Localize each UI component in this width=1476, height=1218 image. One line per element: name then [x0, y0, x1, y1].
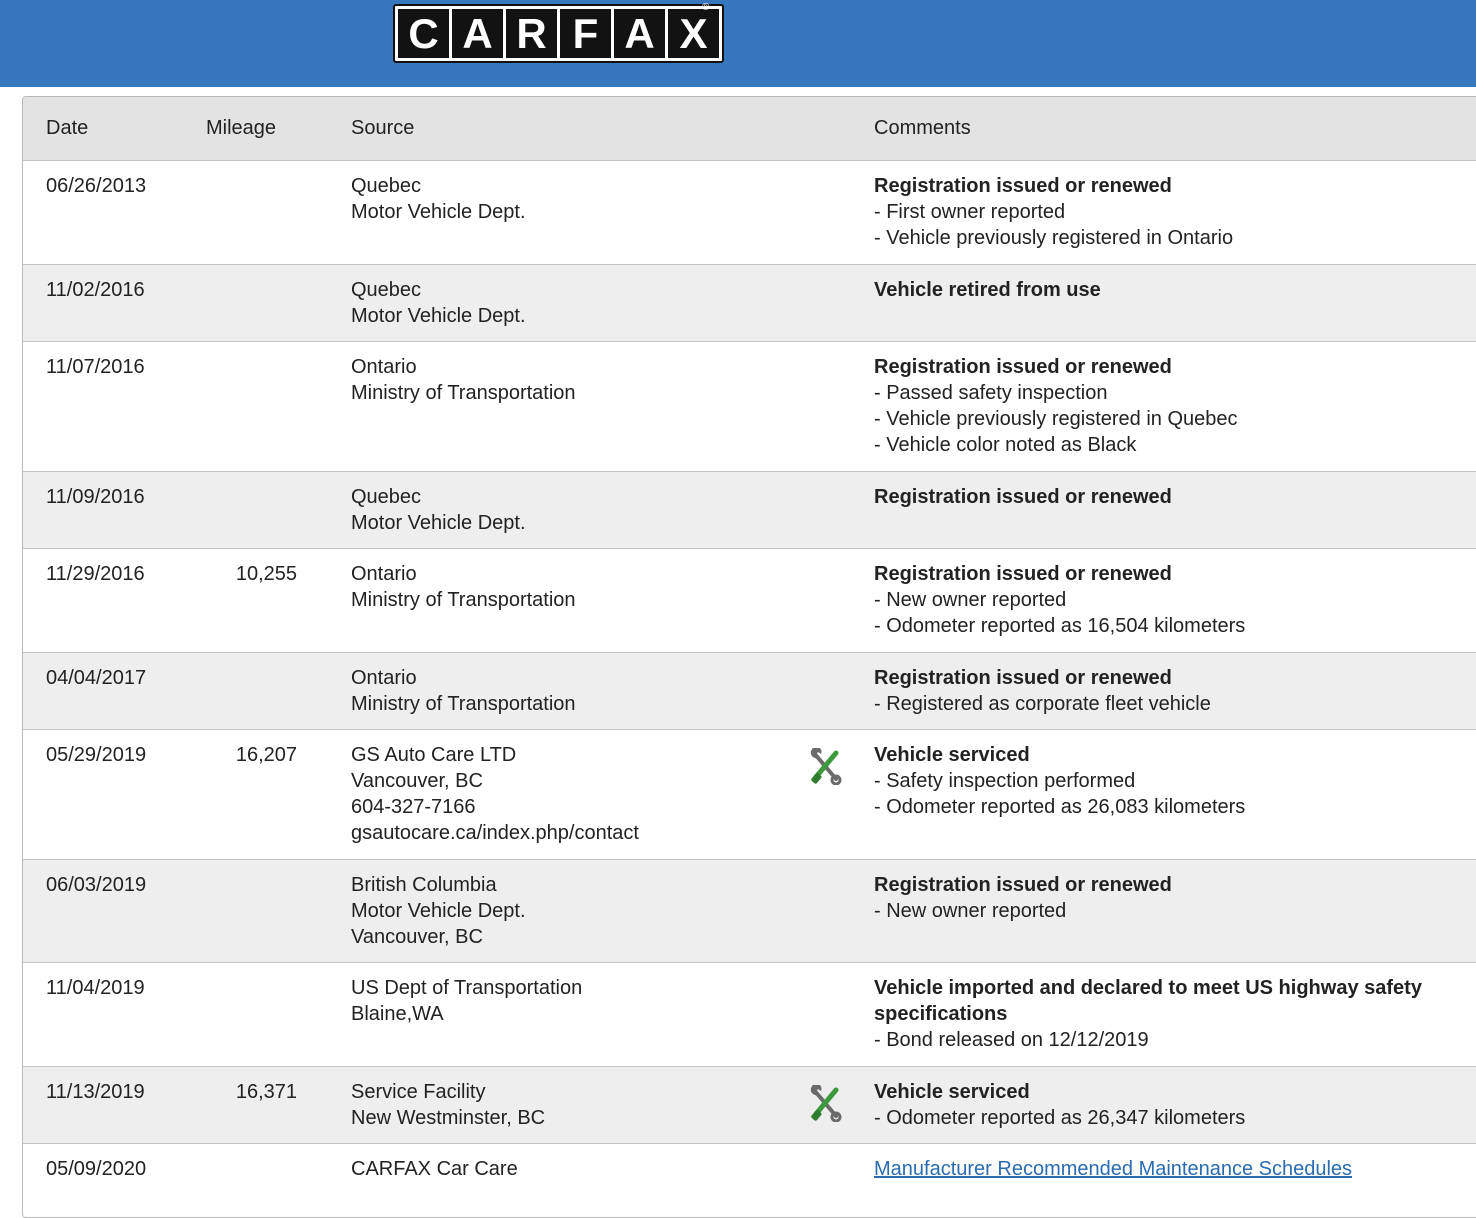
source-line: CARFAX Car Care — [351, 1158, 518, 1180]
date-cell: 11/29/2016 — [46, 563, 145, 585]
source-line: Ministry of Transportation — [351, 693, 576, 715]
comment-detail: - New owner reported — [874, 589, 1067, 611]
comment-detail: - Odometer reported as 26,083 kilometers — [874, 796, 1246, 818]
source-cell — [351, 872, 526, 950]
comment-title: Registration issued or renewed — [874, 563, 1172, 585]
comment-detail: - First owner reported — [874, 201, 1066, 223]
table-row — [23, 962, 1476, 1066]
source-line: GS Auto Care LTD — [351, 744, 517, 766]
source-cell — [351, 173, 526, 225]
comments-cell — [874, 872, 1454, 924]
comment-title: Registration issued or renewed — [874, 874, 1172, 896]
comments-cell — [874, 484, 1454, 510]
comment-title: Vehicle serviced — [874, 744, 1030, 766]
column-header-mileage: Mileage — [206, 117, 277, 139]
source-line: Ministry of Transportation — [351, 589, 576, 611]
comments-cell — [874, 354, 1454, 458]
comment-title: Vehicle imported and declared to meet US highway safety specifications — [874, 977, 1422, 1025]
source-cell — [351, 354, 576, 406]
comment-title: Vehicle serviced — [874, 1081, 1030, 1103]
service-wrench-icon — [809, 748, 842, 785]
table-row — [23, 341, 1476, 471]
logo-letter: A — [614, 9, 665, 58]
comment-title: Registration issued or renewed — [874, 175, 1172, 197]
maintenance-schedules-link[interactable]: Manufacturer Recommended Maintenance Schedules — [874, 1158, 1353, 1180]
date-cell: 11/07/2016 — [46, 356, 145, 378]
comment-title: Registration issued or renewed — [874, 356, 1172, 378]
source-line: gsautocare.ca/index.php/contact — [351, 822, 639, 844]
source-line: Quebec — [351, 279, 422, 301]
source-line: Ontario — [351, 667, 417, 689]
comment-title: Registration issued or renewed — [874, 486, 1172, 508]
date-cell: 11/09/2016 — [46, 486, 145, 508]
source-line: Quebec — [351, 175, 422, 197]
comment-detail: - Odometer reported as 26,347 kilometers — [874, 1107, 1246, 1129]
table-row — [23, 652, 1476, 729]
source-line: Blaine,WA — [351, 1003, 444, 1025]
source-line: Service Facility — [351, 1081, 486, 1103]
source-line: Motor Vehicle Dept. — [351, 201, 526, 223]
column-header-date: Date — [46, 117, 89, 139]
table-header — [23, 97, 1476, 161]
source-line: Motor Vehicle Dept. — [351, 305, 526, 327]
source-line: British Columbia — [351, 874, 497, 896]
column-header-comments: Comments — [874, 117, 971, 139]
source-line: 604-327-7166 — [351, 796, 476, 818]
logo-letter: R — [506, 9, 557, 58]
source-cell — [351, 1079, 545, 1131]
date-cell: 05/29/2019 — [46, 744, 147, 766]
source-line: Vancouver, BC — [351, 770, 483, 792]
mileage-cell: 10,255 — [235, 563, 297, 585]
source-cell — [351, 561, 576, 613]
source-cell — [351, 1156, 518, 1182]
comment-detail: - Vehicle color noted as Black — [874, 434, 1137, 456]
top-banner — [0, 0, 1476, 87]
source-cell — [351, 975, 582, 1027]
carfax-logo[interactable] — [393, 4, 724, 63]
mileage-cell: 16,371 — [235, 1081, 297, 1103]
mileage-cell: 16,207 — [235, 744, 297, 766]
service-wrench-icon — [809, 1085, 842, 1122]
logo-letter: F — [560, 9, 611, 58]
comments-cell — [874, 1079, 1454, 1131]
source-cell — [351, 742, 639, 846]
source-line: Motor Vehicle Dept. — [351, 900, 526, 922]
comment-detail: - New owner reported — [874, 900, 1067, 922]
logo-letter: A — [452, 9, 503, 58]
date-cell: 11/02/2016 — [46, 279, 145, 301]
comment-detail: - Odometer reported as 16,504 kilometers — [874, 615, 1246, 637]
table-row — [23, 859, 1476, 962]
source-cell — [351, 665, 576, 717]
source-line: Ontario — [351, 356, 417, 378]
date-cell: 04/04/2017 — [46, 667, 147, 689]
comments-cell — [874, 742, 1454, 820]
comments-cell — [874, 173, 1454, 251]
source-line: New Westminster, BC — [351, 1107, 546, 1129]
logo-letter: X — [668, 9, 719, 58]
table-row — [23, 264, 1476, 341]
date-cell: 05/09/2020 — [46, 1158, 147, 1180]
comments-cell — [874, 277, 1454, 303]
table-row — [23, 471, 1476, 548]
comment-detail: - Safety inspection performed — [874, 770, 1136, 792]
vehicle-history-table — [22, 96, 1476, 1218]
source-line: Motor Vehicle Dept. — [351, 512, 526, 534]
comment-detail: - Passed safety inspection — [874, 382, 1108, 404]
source-line: US Dept of Transportation — [351, 977, 583, 999]
comment-detail: - Bond released on 12/12/2019 — [874, 1029, 1149, 1051]
table-row — [23, 729, 1476, 859]
comment-detail: - Vehicle previously registered in Quebec — [874, 408, 1238, 430]
comment-title: Registration issued or renewed — [874, 667, 1172, 689]
comment-detail: - Registered as corporate fleet vehicle — [874, 693, 1211, 715]
source-cell — [351, 484, 526, 536]
comments-cell — [874, 1156, 1454, 1182]
column-header-source: Source — [351, 117, 415, 139]
table-row — [23, 1066, 1476, 1143]
source-line: Quebec — [351, 486, 422, 508]
source-cell — [351, 277, 526, 329]
comments-cell — [874, 975, 1454, 1053]
source-line: Ontario — [351, 563, 417, 585]
comment-title: Vehicle retired from use — [874, 279, 1101, 301]
comment-detail: - Vehicle previously registered in Ontario — [874, 227, 1234, 249]
logo-letter: C — [398, 9, 449, 58]
source-line: Ministry of Transportation — [351, 382, 576, 404]
date-cell: 06/26/2013 — [46, 175, 147, 197]
source-line: Vancouver, BC — [351, 926, 483, 948]
date-cell: 11/13/2019 — [46, 1081, 145, 1103]
comments-cell — [874, 561, 1454, 639]
table-row — [23, 548, 1476, 652]
table-row — [23, 160, 1476, 264]
comments-cell — [874, 665, 1454, 717]
date-cell: 11/04/2019 — [46, 977, 145, 999]
registered-mark: ® — [702, 2, 710, 13]
date-cell: 06/03/2019 — [46, 874, 147, 896]
